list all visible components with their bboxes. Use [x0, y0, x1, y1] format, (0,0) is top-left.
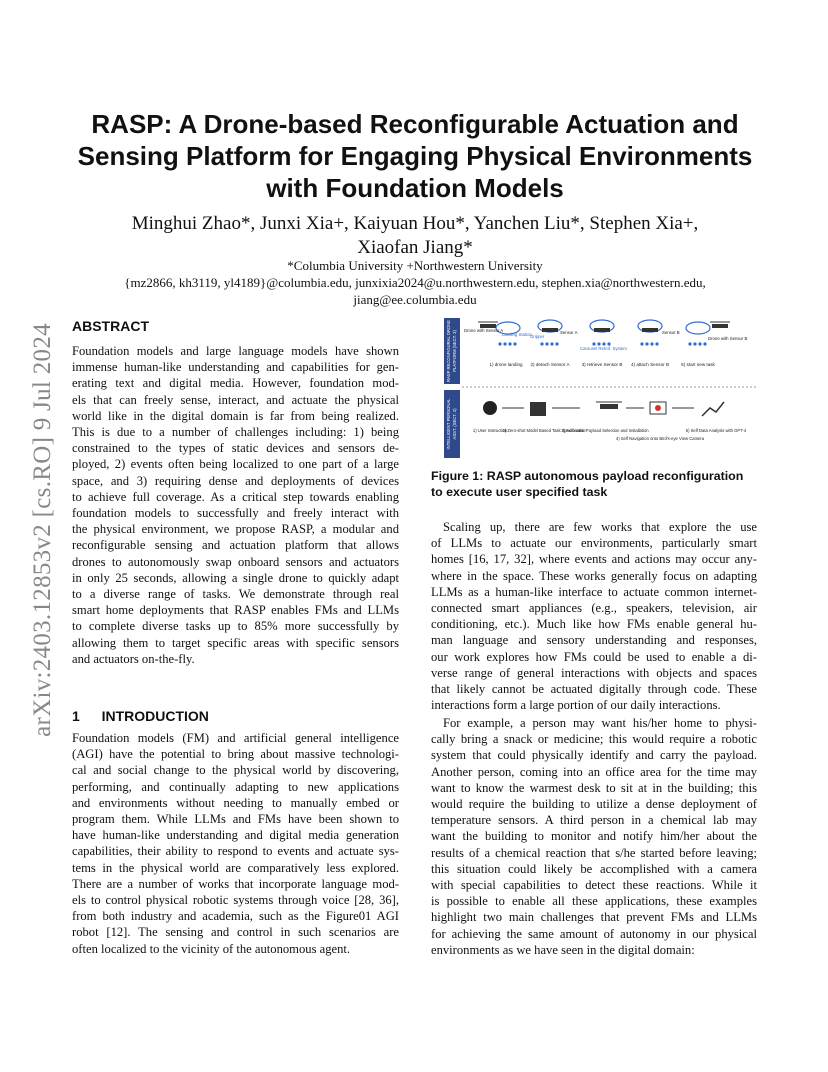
title-line: Sensing Platform for Engaging Physical Environments	[77, 141, 753, 171]
text-line: (AGI) have the potential to bring about massive technologi-	[72, 747, 399, 762]
section-title: INTRODUCTION	[101, 708, 209, 724]
server-icon	[530, 402, 546, 416]
text-line: LLMs as a human-like interface to actuate common internet-	[431, 584, 757, 599]
drone-icon	[590, 320, 614, 332]
text-line: els to control physical robotic systems through voice [28, 36],	[72, 893, 399, 908]
text-line: world like in the digital domain is far from being realized.	[72, 408, 399, 423]
text-line: conditioning, etc.). Much like how FMs enable general hu-	[431, 617, 757, 632]
text-line: erating text and digital media. However, foundation mod-	[72, 376, 399, 391]
text-line: performing, and continually adapting to new applications	[72, 779, 399, 794]
text-line: allowing them to target specific areas with specific sensors	[72, 635, 399, 650]
text-line: from both industry and academia, such as the Figure01 AGI	[72, 909, 399, 924]
text-line: This is due to a number of challenges including: 1) being	[72, 425, 399, 440]
bottom-step-label: 2) Zero-shot Model Based Task Specification	[502, 428, 586, 433]
drone-b-label: Drone with Sensor B	[708, 336, 748, 341]
text-line: constrained to the types of static devices and sensors de-	[72, 441, 399, 456]
text-line: space, and 3) requiring dense and deployments of devices	[72, 473, 399, 488]
chart-icon	[702, 402, 724, 416]
text-line: is possible to enable all these applications, these examples	[431, 894, 757, 909]
text-line: program them. While LLMs and FMs have been shown to	[72, 812, 399, 827]
text-line: results of a chemical reaction that s/he started before leaving;	[431, 845, 757, 860]
user-icon	[483, 401, 497, 415]
text-line: cally bring a snack or medicine; this would require a robotic	[431, 732, 757, 747]
text-line: interactions form a large portion of our daily interactions.	[431, 698, 721, 713]
text-line: system that could physically identify and carry the payload.	[431, 748, 757, 763]
text-line: want the building to monitor and notify him/her about the	[431, 829, 757, 844]
text-line: to achieve full coverage. As a critical step towards enabling	[72, 489, 399, 504]
text-line: Foundation models (FM) and artificial general intelligence	[72, 731, 399, 745]
text-line: reconfigurable sensing and actuation platform that allows	[72, 538, 399, 553]
text-line: smart home deployments that RASP enables FMs and LLMs	[72, 603, 399, 618]
title-line: RASP: A Drone-based Reconfigurable Actuation and	[91, 109, 739, 139]
text-line: man language and sensory understanding and responses,	[431, 633, 757, 648]
drone-icon	[638, 320, 662, 332]
authors-line: Minghui Zhao*, Junxi Xia+, Kaiyuan Hou*, Yanchen Liu*, Stephen Xia+,	[131, 213, 699, 234]
text-line: highlight two main challenges that prevent FMs and LLMs	[431, 910, 757, 925]
introduction-body	[72, 730, 399, 957]
text-line: have human-like understanding and digital media generation	[72, 828, 399, 843]
arxiv-identifier: arXiv:2403.12853v2 [cs.RO] 9 Jul 2024	[29, 323, 56, 737]
text-line: tems in the physical world are comparatively less explored.	[72, 860, 399, 875]
drone-icon	[686, 322, 730, 334]
top-band-label: PLATFORM (SECT. 3)	[452, 330, 457, 372]
title-line: with Foundation Models	[266, 173, 564, 203]
text-line: drones to autonomously swap onboard sensors and actuators	[72, 554, 399, 569]
top-step-label: 5) start new task	[681, 362, 715, 367]
bottom-band-label: INTELLIGENT PERSONAL	[446, 398, 451, 450]
text-line: Foundation models and large language models have shown	[72, 344, 399, 358]
figure-1-diagram	[440, 316, 760, 460]
top-step-label: 1) drone landing	[489, 362, 523, 367]
text-line: temperature sensors. A third person in a chemical lab may	[431, 813, 757, 828]
drone-icon	[596, 402, 622, 409]
text-line: els that can freely sense, interact, and actuate the physical	[72, 392, 399, 407]
drone-icon	[538, 320, 562, 332]
text-line: to complete diverse tasks up to 85% more successfully by	[72, 619, 399, 634]
top-step-label: 4) attach Sensor B	[630, 362, 670, 367]
text-line: for achieving the same amount of autonomy in our physical	[431, 926, 757, 941]
figure-1	[440, 316, 760, 460]
author-emails	[70, 274, 760, 308]
abstract-body	[72, 343, 399, 667]
sensor-b-label: Sensor B	[662, 330, 680, 335]
abstract-heading: ABSTRACT	[72, 318, 149, 334]
caption-line: Figure 1: RASP autonomous payload reconfiguration	[431, 469, 744, 483]
text-line: the physical environment, we propose RASP, a modular and	[72, 522, 399, 537]
text-line: robot [12]. The sensing and control in such scenarios are	[72, 925, 399, 940]
camera-drone-icon	[650, 402, 666, 414]
text-line: connected smart appliances (e.g., speakers, television, air	[431, 601, 757, 616]
paragraph-scaling-up	[431, 519, 757, 713]
top-step-label: 3) retrieve Sensor B	[581, 362, 623, 367]
affiliations: *Columbia University +Northwestern University	[287, 258, 543, 273]
sensor-a-label: Sensor A	[560, 330, 578, 335]
text-line: homes [16, 17, 32], where events and actions may occur any-	[431, 552, 757, 567]
caption-line: to execute user specified task	[431, 485, 608, 499]
text-line: would require the building to utilize a dense deployment of	[431, 797, 757, 812]
text-line: There are a number of works that incorporate language mod-	[72, 876, 399, 891]
bottom-band-label: ASST. (SECT. 4)	[452, 408, 457, 440]
carousel-label: Carousel Retrof. System	[580, 346, 627, 351]
section-number: 1	[72, 708, 80, 724]
bottom-step-label: 5) Self Data Analysis with GPT-4	[685, 428, 747, 433]
text-line: often localized to the vicinity of the autonomous agent.	[72, 941, 351, 956]
text-line: capabilities, their ability to respond to events and actuate sys-	[72, 844, 399, 859]
emails-line: {mz2866, kh3119, yl4189}@columbia.edu, junxixia2024@u.northwestern.edu, stephen.xia@northwestern.edu,	[124, 275, 706, 290]
text-line: in only 25 seconds, allowing a single drone to quickly adapt	[72, 570, 399, 585]
text-line: and environments without needing to manually embed or	[72, 795, 399, 810]
text-line: cal and social change to the physical world by discovering,	[72, 763, 399, 778]
text-line: foundation models to successfully and freely interact with	[72, 506, 399, 521]
gripper-label: Gripper	[530, 334, 545, 339]
bottom-step-label: 1) User Instruction	[472, 428, 508, 433]
text-line: Another person, coming into an office area for the time may	[431, 764, 757, 779]
text-line: with special capabilities to detect these reactions. While it	[431, 878, 757, 893]
authors-line: Xiaofan Jiang*	[357, 237, 473, 258]
text-line: to a diverse range of tasks. We demonstrate through real	[72, 587, 399, 602]
paper-title	[60, 108, 770, 204]
text-line: of LLMs to actuate our environments, particularly smart	[431, 536, 757, 551]
top-step-label: 2) detach Sensor A	[530, 362, 570, 367]
paragraph-example	[431, 715, 757, 958]
text-line: and actuators on-the-fly.	[72, 651, 195, 666]
drone-a-label: Drone with Sensor A	[464, 328, 504, 333]
text-line: this situation could likely be accomplished with a camera	[431, 861, 757, 876]
landing-station-label: Landing Station	[502, 332, 532, 337]
emails-line: jiang@ee.columbia.edu	[353, 292, 477, 307]
text-line: Scaling up, there are few works that explore the use	[443, 520, 757, 534]
bottom-step-label: 4) Self Navigation onto Bird's-eye View Camera	[615, 436, 705, 441]
text-line: environments as we have seen in the digital domain:	[431, 942, 695, 957]
text-line: our work explores how FMs could be used to enable a di-	[431, 649, 757, 664]
top-band-label: RASP RECONFIGURAL DRONE	[446, 320, 451, 382]
figure-caption	[431, 468, 761, 500]
bottom-step-label: 3) Automatic Payload Selection and Installation	[561, 428, 649, 433]
author-list	[80, 212, 750, 260]
text-line: immense human-like understanding and capabilities for gen-	[72, 360, 399, 375]
text-line: For example, a person may want his/her home to physi-	[443, 716, 757, 730]
text-line: that likely cannot be actuated digitally through code. These	[431, 682, 757, 697]
text-line: where in the space. These works generally focus on adapting	[431, 568, 757, 583]
text-line: ployed, 2) events often being localized to one part of a large	[72, 457, 399, 472]
text-line: want to know the warmest desk to sit at in the building; this	[431, 780, 757, 795]
introduction-heading	[72, 708, 209, 724]
text-line: verse range of general interactions with objects and spaces	[431, 665, 757, 680]
arxiv-sidebar	[18, 300, 68, 760]
